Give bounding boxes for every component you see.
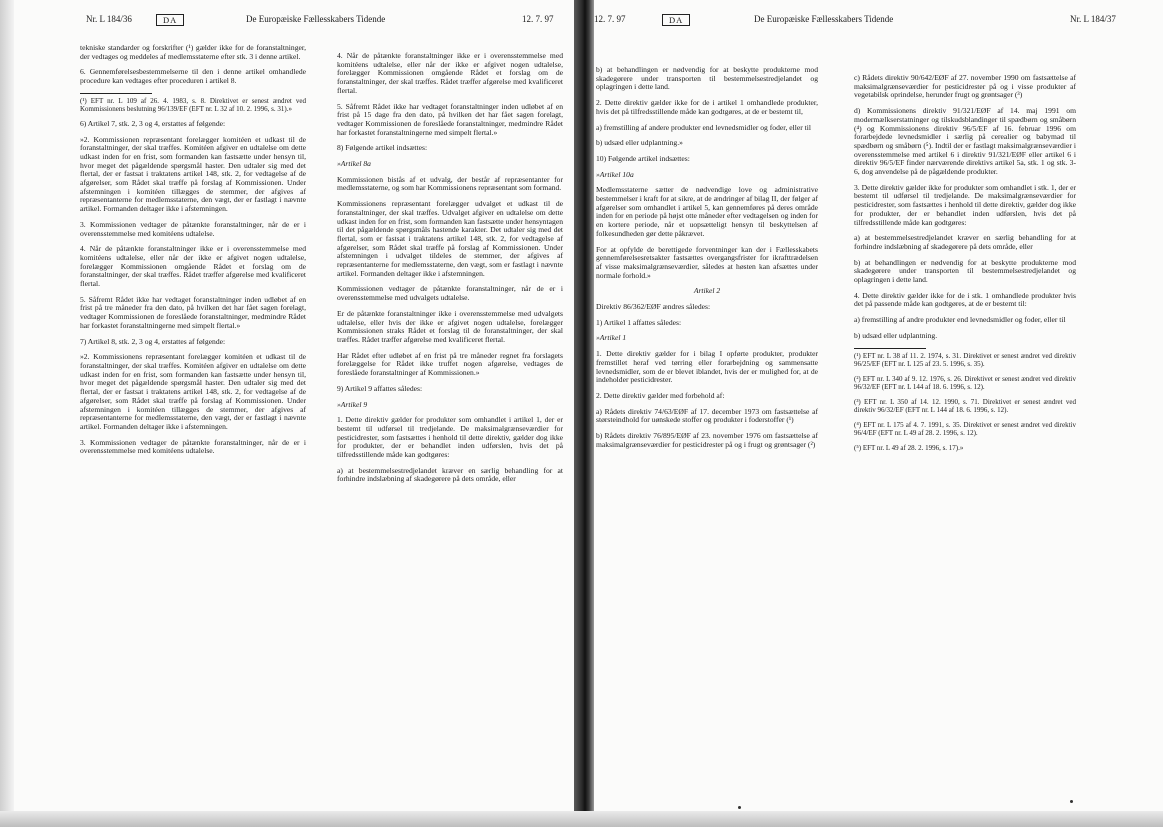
paragraph: a) at bestemmelsestredjelandet kræver en særlig behandling for at forhindre indslæbning af skadegørere på dets område, eller [854,233,1076,251]
footnote: (¹) EFT nr. L 109 af 26. 4. 1983, s. 8. Direktivet er senest ændret ved Kommissionens beslutning 96/139/EF (EFT nr. L 32 af 10. 2. 1996, s. 31).» [80,96,306,113]
right-column-2 [854,74,1076,459]
page-edge-shadow [0,0,14,827]
paragraph: »2. Kommissionen repræsentant forelægger komitéen et udkast til de foranstaltninger, der skal træffes. Komitéen afgiver en udtalelse om dette udkast inden for en frist, som formanden kan fastsætte under hensyn til, hvor meget det pågældende spørgsmål haster. Den udtaler sig med det flertal, der er fastsat i traktatens artikel 148, stk. 2, for vedtagelse af de afgørelser, som Rådet skal træffe på forslag af Kommissionen. Under afstemningen i komitéen tillægges de stemmer, der afgives af repræsentanterne for medlemsstaterne, den vægt, der er fastlagt i nævnte artikel. Formanden deltager ikke i afstemningen. [80,134,306,214]
paragraph: a) Rådets direktiv 74/63/EØF af 17. december 1973 om fastsættelse af størsteindhold for uønskede stoffer og produkter i foderstoffer (¹) [596,406,818,425]
amendment-heading: 1) Artikel 1 affattes således: [596,317,682,327]
paragraph: b) at behandlingen er nødvendig for at beskytte produkterne mod skadegørere under transporten til bestemmelsestredjelandet og oplagringen i dette land. [854,257,1076,285]
amendment-heading: 6) Artikel 7, stk. 2, 3 og 4, erstattes af følgende: [80,118,226,128]
right-column-1 [596,66,818,457]
scan-speck [738,806,741,809]
paragraph: Kommissionen vedtager de påtænkte foranstaltninger, når de er i overensstemmelse med udvalgets udtalelse. [337,284,563,303]
amendment-heading: 9) Artikel 9 affattes således: [337,383,423,393]
paragraph: »2. Kommissionens repræsentant forelægger komitéen et udkast til de foranstaltninger, der skal træffes. Komitéen afgiver en udtalelse om dette udkast inden for en frist, som formanden kan fastsætte under hensyn til, hvor meget det pågældende spørgsmål haster. Den udtaler sig med det flertal, der er fastsat i traktatens artikel 148, stk. 2, for vedtagelse af de afgørelser, som Rådet skal træffe på forslag af Kommissionen. Under afstemningen i komitéen tillægges de stemmer, der afgives af repræsentanterne for medlemsstaterne, den vægt, der er fastlagt i nævnte artikel. Formanden deltager ikke i afstemningen. [80,352,306,431]
paragraph: tekniske standarder og forskrifter (¹) gælder ikke for de foranstaltninger, der vedtages og meddeles af medlemsstaterne efter stk. 3 i denne artikel. [80,43,306,61]
paragraph: 1. Dette direktiv gælder for produkter som omhandlet i artikel 1, der er bestemt til udførsel til tredjelande. De maksimalgrænseværdier for pesticidrester, som fastsættes i henhold til dette direktiv, gælder dog ikke for produkter, der er behandlet inden udførslen, hvis det på tilfredsstillende måde kan godtgøres: [337,415,563,460]
scan-bottom-edge [0,811,1163,827]
left-header-journal: De Europæiske Fællesskabers Tidende [246,14,386,24]
paragraph: b) udsæd eller udplantning.» [596,138,683,148]
paragraph: 3. Kommissionen vedtager de påtænkte foranstaltninger, når de er i overensstemmelse med komitéens udtalelse. [80,437,306,456]
paragraph: 4. Når de påtænkte foranstaltninger ikke er i overensstemmelse med komitéens udtalelse, eller når der ikke er afgivet nogen udtalelse, forelægger Kommissionen omgående Rådet et forslag om de foranstaltninger, der skal træffes. Rådet træffer afgørelse med kvalificeret flertal. [337,51,563,95]
paragraph: b) udsæd eller udplantning. [854,330,938,340]
paragraph: 6. Gennemførelsesbestemmelserne til den i denne artikel omhandlede procedure kan vedtages efter proceduren i artikel 8. [80,67,306,86]
paragraph: Direktiv 86/362/EØF ændres således: [596,302,711,312]
amendment-heading: 8) Følgende artikel indsættes: [337,143,428,153]
right-header-ref: Nr. L 184/37 [1070,14,1116,24]
amendment-heading: 10) Følgende artikel indsættes: [596,153,690,163]
paragraph: Kommissionen bistås af et udvalg, der består af repræsentanter for medlemsstaterne, og som har Kommissionens repræsentant som formand. [337,174,563,193]
article-heading: Artikel 2 [693,286,721,296]
left-header-lang-box: DA [156,14,184,26]
paragraph: c) Rådets direktiv 90/642/EØF af 27. november 1990 om fastsættelse af maksimalgrænseværdier for pesticidrester på og i visse produkter af vegetabilsk oprindelse, herunder frugt og grøntsager (³) [854,73,1076,100]
amendment-heading: 7) Artikel 8, stk. 2, 3 og 4, erstattes af følgende: [80,336,226,346]
paragraph: 5. Såfremt Rådet ikke har vedtaget foranstaltninger inden udløbet af en frist på 15 dage fra den dato, på hvilken det har fået sagen forelagt, vedtager Kommissionen de foreslåede foranstaltninger, medmindre Rådet har forkastet foranstaltningerne med simpelt flertal.» [337,101,563,137]
footnote-rule [80,93,152,94]
paragraph: Kommissionens repræsentant forelægger udvalget et udkast til de foranstaltninger, der skal træffes. Udvalget afgiver en udtalelse om dette udkast inden for en frist, som formanden kan fastsætte under hensyntagen til det pågældende spørgsmåls hastende karakter. Det udtaler sig med det flertal, som er fastsat i traktatens artikel 148, stk. 2, for vedtagelse af afgørelser, som Rådet skal træffe på forslag af Kommissionen. Under afstemningen i udvalget tildeles de stemmer, der afgives af repræsentanterne for medlemsstaterne, den vægt, som er fastlagt i nævnte artikel. Formanden deltager ikke i afstemningen. [337,199,563,278]
paragraph: 2. Dette direktiv gælder ikke for de i artikel 1 omhandlede produkter, hvis det på tilfredsstillende måde kan godtgøres, at de er bestemt til, [596,98,818,116]
right-header-lang-box: DA [662,14,690,26]
footnote: (⁴) EFT nr. L 175 af 4. 7. 1991, s. 35. Direktivet er senest ændret ved direktiv 96/4/EF (EFT nr. L 49 af 28. 2. 1996, s. 12). [854,420,1076,437]
article-title: »Artikel 1 [596,333,627,343]
paragraph: b) Rådets direktiv 76/895/EØF af 23. november 1976 om fastsættelse af maksimalgrænseværdier for pesticidrester på og i frugt og grøntsager (²) [596,431,818,449]
left-header-ref: Nr. L 184/36 [86,14,132,24]
paragraph: Medlemsstaterne sætter de nødvendige love og administrative bestemmelser i kraft for at sikre, at de ændringer af bilag II, der følger af afgørelser som omhandlet i artikel 5, kan gennemføres på deres område inden for en periode på højst otte måneder efter vedtagelsen og inden for en kortere periode, når et uopsætteligt hensyn til beskyttelsen af folkesundheden gør dette påkrævet. [596,185,818,238]
scan-speck [1070,800,1073,803]
right-header-journal: De Europæiske Fællesskabers Tidende [754,14,894,24]
paragraph: b) at behandlingen er nødvendig for at beskytte produkterne mod skadegørere under transporten til bestemmelsestredjelandet og oplagringen i dette land. [596,65,818,92]
left-header-date: 12. 7. 97 [522,14,554,24]
paragraph: 4. Når de påtænkte foranstaltninger ikke er i overensstemmelse med komitéens udtalelse, eller når der ikke er afgivet nogen udtalelse, forelægger Kommissionen omgående Rådet et forslag om de foranstaltninger, der skal træffes. Rådet træffer afgørelse med kvalificeret flertal. [80,244,306,289]
footnote-rule [854,348,926,349]
article-title: »Artikel 10a [596,169,634,179]
paragraph: a) at bestemmelsestredjelandet kræver en særlig behandling for at forhindre indslæbning af skadegørere på dets område, eller [337,465,563,484]
left-column-1 [80,44,306,463]
paragraph: Er de påtænkte foranstaltninger ikke i overensstemmelse med udvalgets udtalelse, eller hvis der ikke er afgivet nogen udtalelse, forelægger Kommissionen straks Rådet et forslag til de foranstaltninger, der skal træffes. Rådet træffer afgørelse med kvalificeret flertal. [337,308,563,344]
paragraph: 1. Dette direktiv gælder for i bilag I opførte produkter, produkter fremstillet heraf ved tørring eller forarbejdning og sammensatte levnedsmidler, som de er blevet iblandet, hvis der er mulighed for, at de indeholder pesticidrester. [596,349,818,385]
article-title: »Artikel 8a [337,159,371,169]
paragraph: a) fremstilling af andere produkter end levnedsmidler og foder, eller til [596,122,811,132]
paragraph: 2. Dette direktiv gælder med forbehold af: [596,390,725,400]
footnote: (⁵) EFT nr. L 49 af 28. 2. 1996, s. 17).» [854,443,964,452]
paragraph: Har Rådet efter udløbet af en frist på tre måneder regnet fra forslagets forelæggelse for Rådet ikke truffet nogen afgørelse, vedtages de foreslåede foranstaltninger af Kommissionen.» [337,350,563,378]
footnote: (¹) EFT nr. L 38 af 11. 2. 1974, s. 31. Direktivet er senest ændret ved direktiv 96/25/EF (EFT nr. L 125 af 23. 5. 1996, s. 35). [854,351,1076,368]
book-gutter-shadow [574,0,594,827]
paragraph: d) Kommissionens direktiv 91/321/EØF af 14. maj 1991 om modermælkserstatninger og tilskudsblandinger til spædbørn og småbørn (⁴) og Kommissionens direktiv 96/5/EF af 16. februar 1996 om forarbejdede levnedsmidler i særlig på cerealier og babymad til spædbørn og småbørn (⁵). Indtil der er fastlagt maksimalgrænseværdier i overensstemmelse med artikel 6 i direktiv 91/321/EØF eller artikel 6 i direktiv 96/5/EF finder nærværende direktivs artikel 5a, stk. 1 og stk. 3-6, dog anvendelse på de pågældende produkter. [854,106,1076,177]
paragraph: For at opfylde de berettigede forventninger kan der i Fællesskabets gennemførelsesretsakter fastsættes overgangsfrister for ikrafttrædelsen af visse maksimalgrænseværdier, således at høsten kan afsættes under normale forhold.» [596,244,818,280]
paragraph: 3. Kommissionen vedtager de påtænkte foranstaltninger, når de er i overensstemmelse med komitéens udtalelse. [80,219,306,238]
paragraph: 4. Dette direktiv gælder ikke for de i stk. 1 omhandlede produkter hvis det på passende måde kan godtgøres, at de er bestemt til: [854,290,1076,309]
article-title: »Artikel 9 [337,399,368,409]
paragraph: 5. Såfremt Rådet ikke har vedtaget foranstaltninger inden udløbet af en frist på tre måneder fra den dato, på hvilken det har fået sagen forelagt, vedtager Kommissionen de foreslåede foranstaltninger, medmindre Rådet har forkastet foranstaltningerne med simpelt flertal.» [80,294,306,330]
paragraph: a) fremstilling af andre produkter end levnedsmidler og foder, eller til [854,315,1066,325]
left-column-2 [337,52,563,491]
right-page [582,0,1163,827]
footnote: (³) EFT nr. L 350 af 14. 12. 1990, s. 71. Direktivet er senest ændret ved direktiv 96/32/EF (EFT nr. L 144 af 18. 6. 1996, s. 12). [854,397,1076,414]
footnote: (²) EFT nr. L 340 af 9. 12. 1976, s. 26. Direktivet er senest ændret ved direktiv 96/32/EF (EFT nr. L 144 af 18. 6. 1996, s. 12). [854,374,1076,391]
right-header-date: 12. 7. 97 [594,14,626,24]
paragraph: 3. Dette direktiv gælder ikke for produkter som omhandlet i stk. 1, der er bestemt til udførsel til tredjelande. De maksimalgrænseværdier for pesticidrester, som fastsættes i henhold til dette direktiv, gælder dog ikke for produkter, der er behandlet inden udførslen, hvis det på tilfredsstillende måde kan godtgøres: [854,182,1076,227]
